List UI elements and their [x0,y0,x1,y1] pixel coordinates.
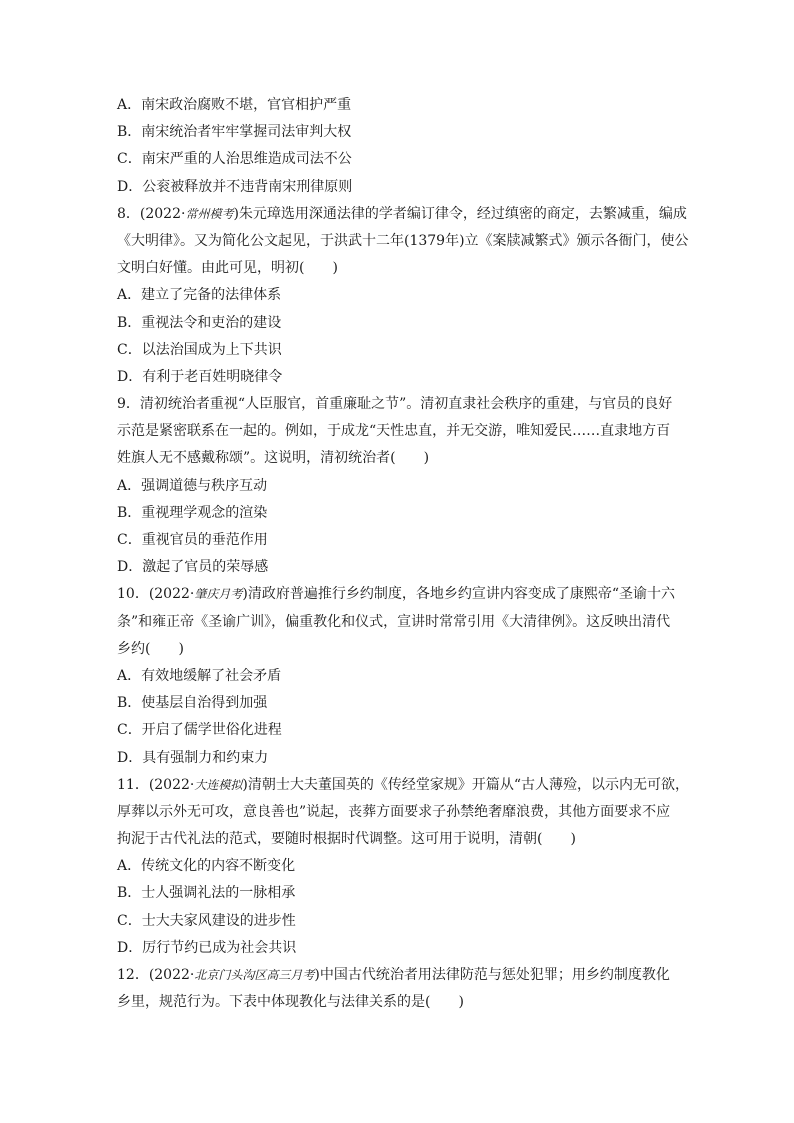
q12-stem-line-1 [117,962,677,989]
q9-stem-line-1: 9．清初统治者重视“人臣服官，首重廉耻之节”。清初直隶社会秩序的重建，与官员的良好 [117,396,673,413]
q8-option-b: B．重视法令和吏治的建设 [117,314,282,331]
q10-option-c: C．开启了儒学世俗化进程 [117,722,282,739]
q11-stem-line-1 [117,772,689,799]
q9-stem-line-2: 示范是紧密联系在一起的。例如，于成龙“天性忠直，并无交游，唯知爱民……直隶地方百 [117,423,671,440]
q10-stem-line-2: 条”和雍正帝《圣谕广训》，偏重教化和仪式，宣讲时常常引用《大清律例》。这反映出清代 [117,613,671,630]
q8-source: 常州模考 [185,206,234,221]
q7-option-d: D．公衮被释放并不违背南宋刑律原则 [117,178,353,195]
q7-option-a: A．南宋政治腐败不堪，官官相护严重 [117,97,352,113]
q12-stem-line-2: 乡里，规范行为。下表中体现教化与法律关系的是( ) [117,994,464,1011]
q11-option-c: C．士大夫家风建设的进步性 [117,912,296,929]
q10-stem-text-1: )清政府普遍推行乡约制度，各地乡约宣讲内容变成了康熙帝“圣谕十六 [242,586,675,603]
q8-stem-line-1 [117,201,687,228]
q10-stem-line-1 [117,581,677,608]
q10-stem-line-3: 乡约( ) [117,640,184,657]
q8-stem-line-2: 《大明律》。又为简化公文起见，于洪武十二年(1379年)立《案牍减繁式》颁示各衙门，使公 [117,232,689,249]
q12-number: 12．(2022· [117,967,195,983]
q9-option-b: B．重视理学观念的渲染 [117,504,268,521]
q10-option-a: A．有效地缓解了社会矛盾 [117,667,282,684]
q11-option-a: A．传统文化的内容不断变化 [117,858,296,875]
q8-number: 8．(2022· [117,205,186,222]
q10-number: 10．(2022· [117,586,195,603]
q8-option-a: A．建立了完备的法律体系 [117,287,282,304]
q8-option-d: D．有利于老百姓明晓律令 [117,368,283,385]
q7-option-c: C．南宋严重的人治思维造成司法不公 [117,151,352,168]
q11-option-b: B．士人强调礼法的一脉相承 [117,885,296,902]
q10-option-d: D．具有强制力和约束力 [117,749,269,766]
q11-stem-text-1: )清朝士大夫董国英的《传经堂家规》开篇从“古人薄殓，以示内无可欲， [242,776,689,793]
q11-stem-line-2: 厚葬以示外无可攻，意良善也”说起，丧葬方面要求子孙禁绝奢靡浪费，其他方面要求不应 [117,803,671,820]
question-list [117,92,689,1016]
q9-option-c: C．重视官员的垂范作用 [117,532,268,548]
q8-option-c: C．以法治国成为上下共识 [117,341,282,358]
q7-option-b: B．南宋统治者牢牢掌握司法审判大权 [117,124,352,141]
q10-option-b: B．使基层自治得到加强 [117,695,268,712]
q11-option-d: D．厉行节约已成为社会共识 [117,939,297,956]
q11-number: 11．(2022· [117,776,195,793]
q9-option-a: A．强调道德与秩序互动 [117,477,268,494]
q8-stem-text-1: )朱元璋选用深通法律的学者编订律令，经过缜密的商定，去繁减重，编成 [233,205,687,222]
q12-stem-text-1: )中国古代统治者用法律防范与惩处犯罪；用乡约制度教化 [314,967,670,983]
q9-option-d: D．激起了官员的荣辱感 [117,559,269,576]
q9-stem-line-3: 姓旗人无不感戴称颂”。这说明，清初统治者( ) [117,450,430,467]
q8-stem-line-3: 文明白好懂。由此可见，明初( ) [117,260,338,277]
q10-source: 肇庆月考 [194,587,243,602]
q12-source: 北京门头沟区高三月考 [194,968,315,982]
q11-stem-line-3: 拘泥于古代礼法的范式，要随时根据时代调整。这可用于说明，清朝( ) [117,831,576,848]
q11-source: 大连模拟 [194,777,243,792]
